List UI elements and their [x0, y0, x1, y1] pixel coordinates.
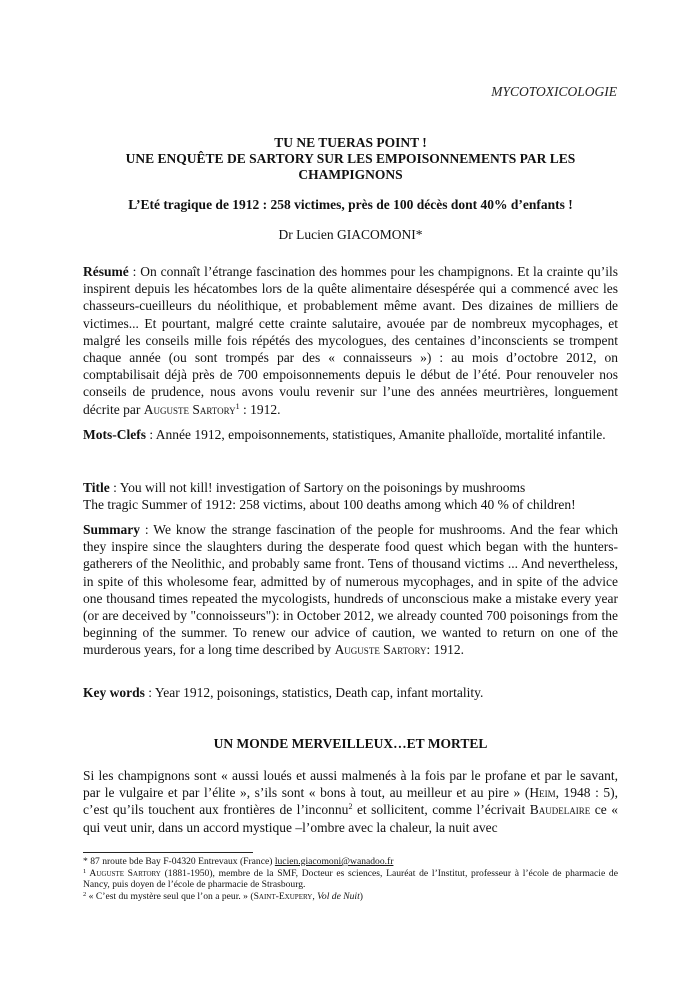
english-title-line-1: : You will not kill! investigation of Sartory on the poisonings by mushrooms: [109, 480, 526, 495]
summary-label: Summary: [83, 522, 140, 537]
footnote-2-marker: 2: [83, 890, 87, 898]
footnote-2-work: Vol de Nuit: [317, 890, 360, 902]
citation-baudelaire: Baudelaire: [529, 802, 591, 818]
summary-paragraph: [83, 521, 618, 659]
key-words-label: Key words: [83, 685, 145, 700]
mots-clefs-text: : Année 1912, empoisonnements, statistiques, Amanite phalloïde, mortalité infantile.: [145, 427, 606, 442]
footnote-2-sep: ,: [312, 890, 318, 902]
footnote-2-text: « C’est du mystère seul que l’on a peur. » (: [86, 890, 254, 902]
resume-text: : On connaît l’étrange fascination des hommes pour les champignons. Et la crainte qu’ils inspirent depuis les hécatombes lors de la quête alimentaire désespérée qui a commencé avec les chasseurs-cueilleurs du néolithique, et probablement même avant. Des dizaines de milliers de victimes... Et pourtant, malgré cette crainte salutaire, avouée par de nombreux mycophages, et malgré les conseils mille fois répétés des mycologues, des centaines d’inconscients se trompent chaque année (ou sont trompés par des « connaisseurs ») : au mois d’octobre 2012, on comptabilisait déjà près de 700 empoisonnements depuis le début de l’été. Pour renouveler nos conseils de prudence, nous avons voulu revenir sur l’une des années meurtrières, longuement décrite par: [83, 264, 618, 417]
section-heading: UN MONDE MERVEILLEUX…ET MORTEL: [213, 736, 488, 751]
summary-text: : We know the strange fascination of the people for mushrooms. And the fear which they inspire since the slaughters during the desperate food quest which began with the hunters-gatherers of the Neolithic, and probably same front. Tens of thousand victims ... And nevertheless, in spite of this wholesome fear, admitted by of numerous mycophages, and in spite of the advice one thousand times repeated the mycologists, hundreds of unconscious make a mistake every year (or are deceived by "connoisseurs"): in October 2012, we already counted 700 poisonings from the beginning of the summer. To renew our advice of caution, we wanted to return on one of the murderous years, for a long time described by: [83, 522, 618, 658]
footnote-star-marker: *: [83, 856, 91, 867]
footnote-2: [83, 891, 618, 903]
body-paragraph: [83, 767, 618, 836]
footnote-author-address: [83, 856, 618, 868]
key-words-paragraph: [83, 684, 618, 701]
body-text-3: et sollicitent, comme l’écrivait: [352, 802, 530, 818]
body-text-1: Si les champignons sont « aussi loués et aussi malmenés à la fois par le profane et par le savant, par le vulgaire et par l’élite », s’ils sont « bons à tout, au meilleur et au pire » (: [83, 768, 618, 801]
title-line-1: TU NE TUERAS POINT !: [274, 135, 427, 150]
article-title: [83, 135, 618, 183]
english-title-label: Title: [83, 480, 110, 495]
body-text-2: , 1948 : 5), c’est qu’ils touchent aux frontières de l’inconnu: [83, 785, 619, 818]
summary-text-end: : 1912.: [426, 642, 465, 658]
footnote-separator: [83, 852, 253, 853]
resume-paragraph: [83, 263, 618, 418]
resume-label: Résumé: [83, 264, 129, 279]
citation-heim: Heim: [529, 785, 556, 801]
mots-clefs-paragraph: [83, 426, 618, 443]
section-label: MYCOTOXICOLOGIE: [491, 84, 617, 99]
english-title-paragraph: [83, 479, 618, 513]
footnote-1-marker: 1: [83, 867, 87, 875]
body-text-4: ce « qui veut unir, dans un accord mystique –l’ombre avec la chaleur, la nuit avec: [83, 802, 619, 835]
title-line-3: CHAMPIGNONS: [298, 167, 403, 182]
footnote-1-text: (1881-1950), membre de la SMF, Docteur es sciences, Lauréat de l’Institut, professeur à l’école de pharmacie de Nancy, puis doyen de l’école de pharmacie de Strasbourg.: [83, 867, 618, 891]
footnote-2-author: Saint-Exupery: [253, 890, 313, 902]
mots-clefs-label: Mots-Clefs: [83, 427, 146, 442]
summary-author-name: Auguste Sartory: [334, 642, 427, 658]
author-email-link[interactable]: lucien.giacomoni@wanadoo.fr: [274, 856, 394, 867]
footnote-2-close: ): [359, 890, 363, 902]
footnote-1: [83, 868, 618, 891]
footnotes: [83, 856, 618, 902]
footnote-address-text: 87 nroute bde Bay F-04320 Entrevaux (France): [90, 856, 275, 867]
resume-author-name: Auguste Sartory: [143, 401, 236, 417]
article-subtitle: L’Eté tragique de 1912 : 258 victimes, près de 100 décès dont 40% d’enfants !: [128, 197, 573, 212]
footnote-ref-1[interactable]: 1: [235, 401, 240, 411]
key-words-text: : Year 1912, poisonings, statistics, Death cap, infant mortality.: [144, 685, 484, 700]
footnote-1-name: Auguste Sartory: [86, 867, 161, 879]
english-title-line-2: The tragic Summer of 1912: 258 victims, about 100 deaths among which 40 % of children!: [83, 497, 576, 513]
footnote-ref-2[interactable]: 2: [348, 802, 353, 812]
title-line-2: UNE ENQUÊTE DE SARTORY SUR LES EMPOISONNEMENTS PAR LES: [125, 151, 576, 166]
resume-text-end: : 1912.: [239, 401, 281, 417]
author-name: Dr Lucien GIACOMONI*: [278, 227, 423, 242]
